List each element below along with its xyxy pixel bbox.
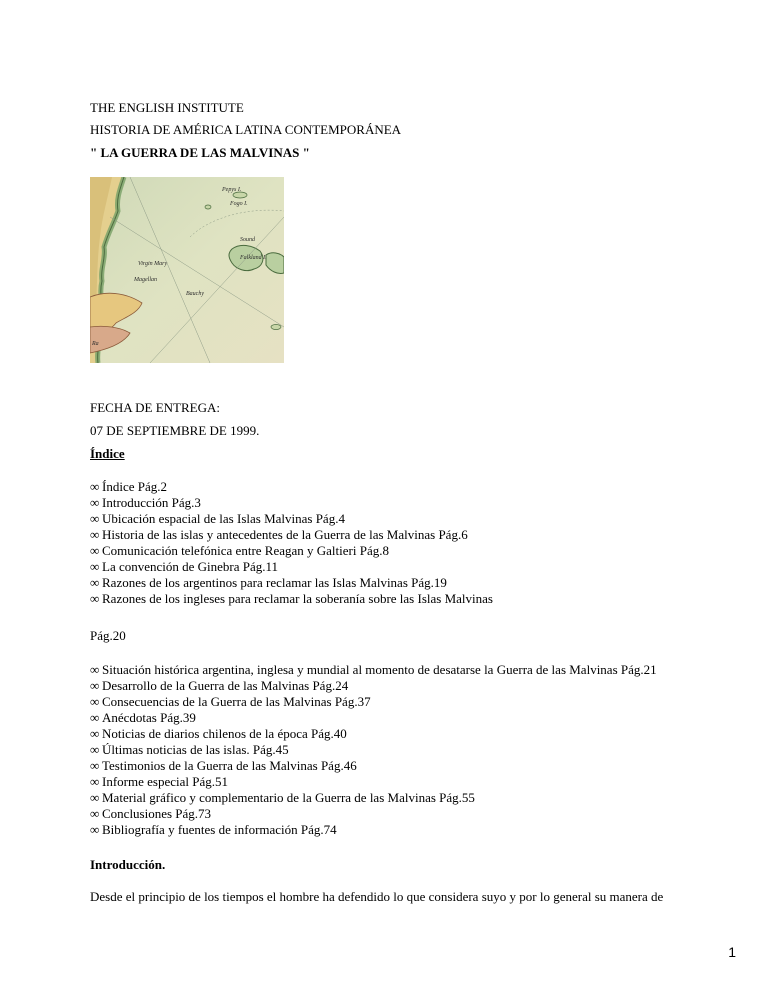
index-item-label: Índice Pág.2 [102, 479, 167, 494]
bullet-icon: ∞ [90, 495, 100, 510]
index-item [90, 559, 493, 575]
index-item [90, 806, 657, 822]
index-item [90, 726, 657, 742]
index-item [90, 662, 657, 678]
index-item-label: Ubicación espacial de las Islas Malvinas Pág.4 [102, 511, 345, 526]
index-item [90, 774, 657, 790]
index-item-label: Consecuencias de la Guerra de las Malvinas Pág.37 [102, 694, 371, 709]
index-item [90, 710, 657, 726]
index-item-label: Material gráfico y complementario de la Guerra de las Malvinas Pág.55 [102, 790, 475, 805]
bullet-icon: ∞ [90, 774, 100, 789]
index-item [90, 742, 657, 758]
institute-name: THE ENGLISH INSTITUTE [90, 100, 244, 115]
bullet-icon: ∞ [90, 694, 100, 709]
bullet-icon: ∞ [90, 527, 100, 542]
bullet-icon: ∞ [90, 806, 100, 821]
index-list [90, 479, 493, 607]
index-item [90, 575, 493, 591]
index-item-label: Informe especial Pág.51 [102, 774, 228, 789]
bullet-icon: ∞ [90, 511, 100, 526]
page-number: 1 [728, 944, 736, 960]
index-item [90, 790, 657, 806]
index-item [90, 527, 493, 543]
index-item [90, 591, 493, 607]
index-heading: Índice [90, 446, 125, 461]
map-label: Sound [240, 237, 255, 243]
index-item [90, 543, 493, 559]
bullet-icon: ∞ [90, 790, 100, 805]
bullet-icon: ∞ [90, 742, 100, 757]
intro-heading: Introducción. [90, 857, 166, 872]
intro-paragraph: Desde el principio de los tiempos el hombre ha defendido lo que considera suyo y por lo general su manera de [90, 889, 664, 904]
index-list-continued [90, 662, 657, 838]
bullet-icon: ∞ [90, 543, 100, 558]
index-item [90, 678, 657, 694]
index-item [90, 479, 493, 495]
index-item-label: Anécdotas Pág.39 [102, 710, 196, 725]
index-item [90, 758, 657, 774]
index-item-label: Conclusiones Pág.73 [102, 806, 212, 821]
bullet-icon: ∞ [90, 710, 100, 725]
map-label: Bauchy [186, 291, 204, 297]
index-continuation: Pág.20 [90, 628, 126, 643]
index-item-label: Desarrollo de la Guerra de las Malvinas Pág.24 [102, 678, 349, 693]
malvinas-map-image [90, 177, 284, 363]
index-item-label: Razones de los argentinos para reclamar las Islas Malvinas Pág.19 [102, 575, 447, 590]
index-item [90, 694, 657, 710]
index-item-label: La convención de Ginebra Pág.11 [102, 559, 279, 574]
index-item-label: Comunicación telefónica entre Reagan y Galtieri Pág.8 [102, 543, 389, 558]
index-item-label: Historia de las islas y antecedentes de la Guerra de las Malvinas Pág.6 [102, 527, 468, 542]
bullet-icon: ∞ [90, 559, 100, 574]
index-item-label: Situación histórica argentina, inglesa y mundial al momento de desatarse la Guerra de las Malvinas Pág.21 [102, 662, 657, 677]
document-title: " LA GUERRA DE LAS MALVINAS " [90, 145, 310, 160]
bullet-icon: ∞ [90, 575, 100, 590]
delivery-date: 07 DE SEPTIEMBRE DE 1999. [90, 423, 260, 438]
map-label: Pepys I. [222, 187, 242, 193]
map-label: Ra [92, 341, 99, 347]
bullet-icon: ∞ [90, 726, 100, 741]
map-label: Virgin Mary [138, 261, 168, 267]
bullet-icon: ∞ [90, 479, 100, 494]
bullet-icon: ∞ [90, 591, 100, 606]
index-item-label: Testimonios de la Guerra de las Malvinas Pág.46 [102, 758, 357, 773]
bullet-icon: ∞ [90, 822, 100, 837]
course-name: HISTORIA DE AMÉRICA LATINA CONTEMPORÁNEA [90, 122, 402, 137]
map-label: Fogo I. [230, 201, 248, 207]
delivery-label: FECHA DE ENTREGA: [90, 400, 220, 415]
bullet-icon: ∞ [90, 758, 100, 773]
index-item-label: Noticias de diarios chilenos de la época Pág.40 [102, 726, 347, 741]
index-item [90, 495, 493, 511]
index-item-label: Últimas noticias de las islas. Pág.45 [102, 742, 289, 757]
index-item-label: Razones de los ingleses para reclamar la soberanía sobre las Islas Malvinas [102, 591, 493, 606]
map-label: Magellan [134, 277, 157, 283]
index-item-label: Bibliografía y fuentes de información Pág.74 [102, 822, 337, 837]
index-item [90, 822, 657, 838]
bullet-icon: ∞ [90, 678, 100, 693]
bullet-icon: ∞ [90, 662, 100, 677]
index-item [90, 511, 493, 527]
map-label: Falkland I. [240, 255, 267, 261]
index-item-label: Introducción Pág.3 [102, 495, 201, 510]
